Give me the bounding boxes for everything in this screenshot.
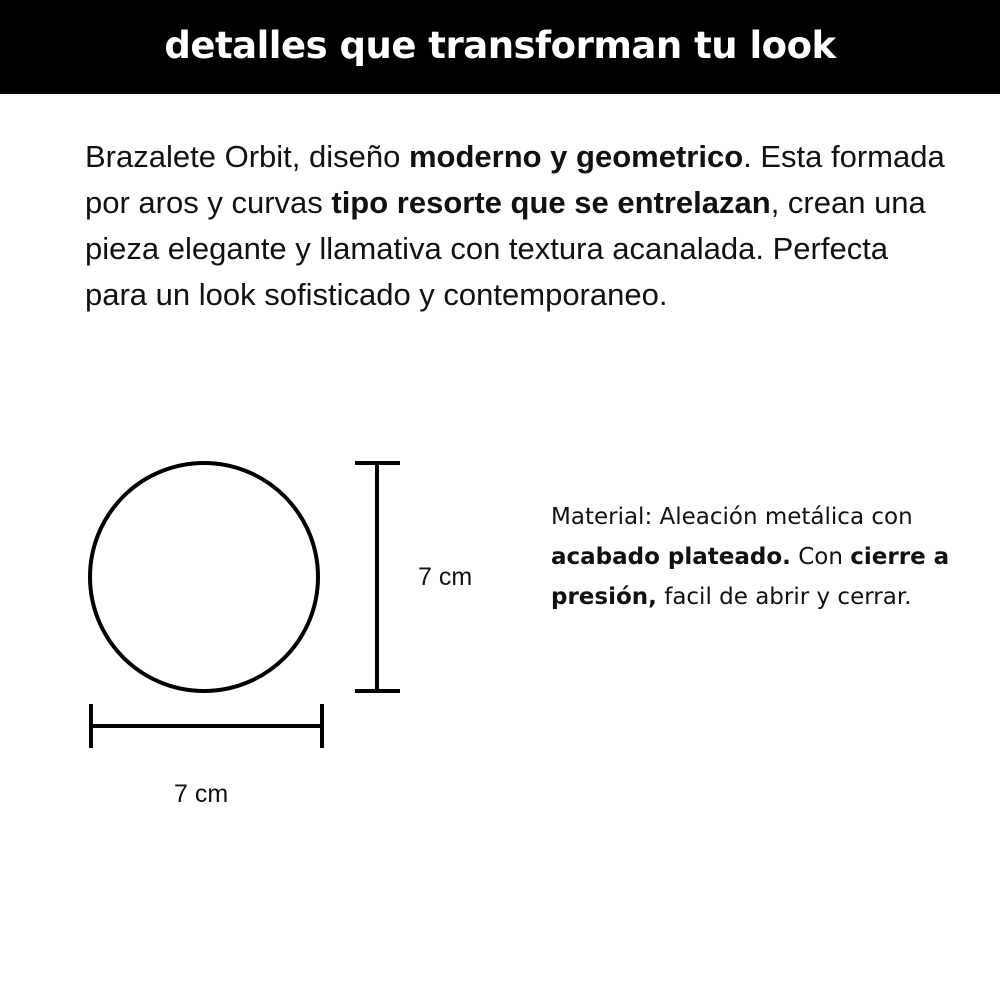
material-text-1: Material: Aleación metálica con xyxy=(551,504,913,530)
description-text-3: , crean una pieza elegante y llamativa con textura acanalada. Perfecta para un look sofisticado y contemporaneo. xyxy=(85,185,926,312)
width-dimension-bracket xyxy=(91,704,322,748)
height-dimension-bracket xyxy=(355,463,400,691)
height-dimension-label: 7 cm xyxy=(418,563,473,591)
material-description xyxy=(551,497,951,617)
description-text-1: Brazalete Orbit, diseño xyxy=(85,139,409,174)
material-text-2: Con xyxy=(790,544,851,570)
description-bold-2: tipo resorte que se entrelazan xyxy=(331,185,771,220)
material-text-3: facil de abrir y cerrar. xyxy=(656,584,912,610)
bracelet-circle-icon xyxy=(90,463,318,691)
page-title: detalles que transforman tu look xyxy=(164,23,836,67)
description-bold-1: moderno y geometrico xyxy=(408,139,744,174)
material-bold-2: cierre a presión, xyxy=(551,544,950,610)
material-bold-1: acabado plateado. xyxy=(551,544,791,570)
description-text-2: . Esta formada por aros y curvas xyxy=(85,139,945,220)
width-dimension-label: 7 cm xyxy=(174,780,229,808)
